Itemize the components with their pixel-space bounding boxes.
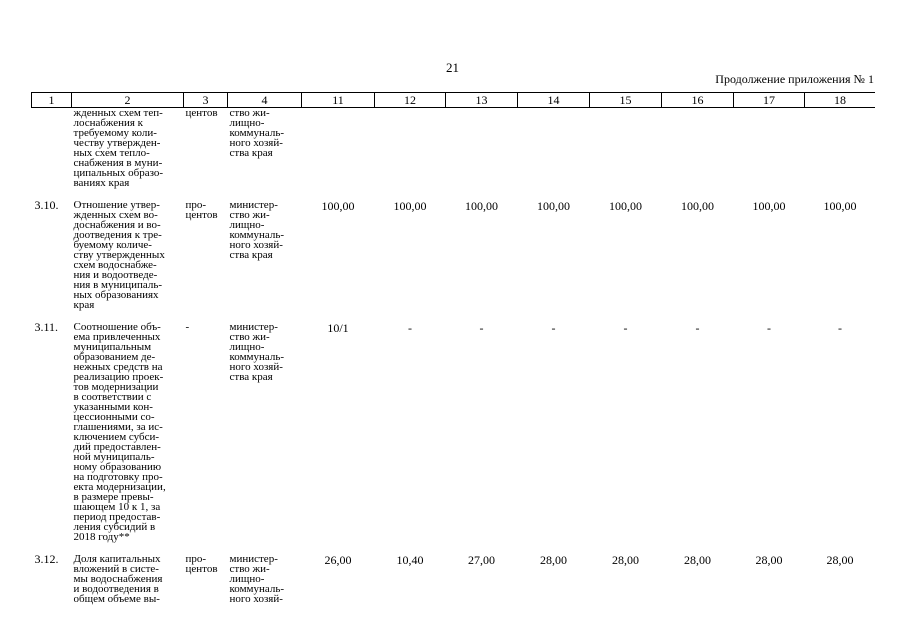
value-cell: 100,00 [537,199,570,213]
value-cell: 10/1 [327,321,349,335]
value-cell: 100,00 [752,199,786,213]
table-row [32,554,876,604]
value-cell: - [767,321,771,335]
value-cell: 28,00 [612,553,639,567]
header-cell: 1 [32,93,72,108]
row-number: 3.10. [34,198,59,212]
indicator-name: жденных схем теп- лоснабжения к требуемому коли- честву утвержден- ных схем тепло- снабжения в муни- ципальных образо- ваниях края [73,107,164,189]
value-cell: 100,00 [393,199,427,213]
value-cell: 100,00 [321,199,355,213]
indicators-table [31,92,875,604]
header-cell: 3 [184,93,228,108]
header-cell: 13 [446,93,518,108]
value-cell [375,108,446,189]
indicator-name: Отношение утвер- жденных схем во- доснабжения и во- доотведения к тре- буемому количе- ству утвержденных схем водоснабже- ния и водоотведе- ния в муниципаль- ных образованиях края [73,199,165,311]
value-cell: 26,00 [324,553,352,567]
header-cell: 11 [302,93,375,108]
value-cell: - [479,321,484,335]
row-number [32,108,72,189]
value-cell [302,108,375,189]
value-cell: 28,00 [540,553,567,567]
value-cell [590,108,662,189]
value-cell [662,108,734,189]
table-row [32,108,876,189]
value-cell: - [838,321,842,335]
value-cell: 27,00 [468,553,495,567]
responsible-cell: ство жи- лищно- коммуналь- ного хозяй- ства края [229,107,285,159]
value-cell: 28,00 [684,553,711,567]
value-cell: 100,00 [609,199,642,213]
row-number: 3.12. [34,552,59,566]
continuation-title: Продолжение приложения № 1 [715,72,874,86]
header-cell: 16 [662,93,734,108]
value-cell [518,108,590,189]
value-cell: 28,00 [826,553,854,567]
header-cell: 15 [590,93,662,108]
value-cell: 28,00 [755,553,783,567]
value-cell [734,108,805,189]
value-cell: - [623,321,628,335]
unit-cell: - [185,321,190,333]
value-cell: - [408,321,412,335]
responsible-cell: министер- ство жи- лищно- коммуналь- ного хозяй- [229,553,285,605]
table-frame [31,92,875,612]
value-cell: - [695,321,700,335]
indicator-name: Доля капитальных вложений в систе- мы водоснабжения и водоотведения в общем объеме вы- [73,553,163,605]
header-cell: 2 [72,93,184,108]
row-number: 3.11. [34,320,59,334]
unit-cell: про- центов [185,199,218,221]
responsible-cell: министер- ство жи- лищно- коммуналь- ного хозяй- ства края [229,321,285,383]
header-cell: 4 [228,93,302,108]
header-row [32,93,876,108]
value-cell: 100,00 [465,199,498,213]
unit-cell: про- центов [185,553,218,575]
table-row [32,200,876,310]
value-cell: 100,00 [681,199,714,213]
value-cell: 10,40 [396,553,424,567]
table-row [32,322,876,542]
value-cell [805,108,876,189]
value-cell: 100,00 [823,199,857,213]
unit-cell: центов [185,107,218,119]
responsible-cell: министер- ство жи- лищно- коммуналь- ного хозяй- ства края [229,199,285,261]
header-cell: 12 [375,93,446,108]
value-cell [446,108,518,189]
page-number: 21 [446,60,459,75]
header-cell: 14 [518,93,590,108]
indicator-name: Соотношение объ- ема привлеченных муниципальным образованием де- нежных средств на реализацию проек- тов модернизации в соответствии с указанными кон- цессионными со- глашениями, за ис- ключением субси- дий предоставлен- ной муниципаль- ному образованию на подготовку про- екта модернизации, в размере превы- шающем 10 к 1, за период предостав- ления субсидий в 2018 году** [73,321,166,543]
value-cell: - [551,321,556,335]
header-cell: 18 [805,93,876,108]
header-cell: 17 [734,93,805,108]
